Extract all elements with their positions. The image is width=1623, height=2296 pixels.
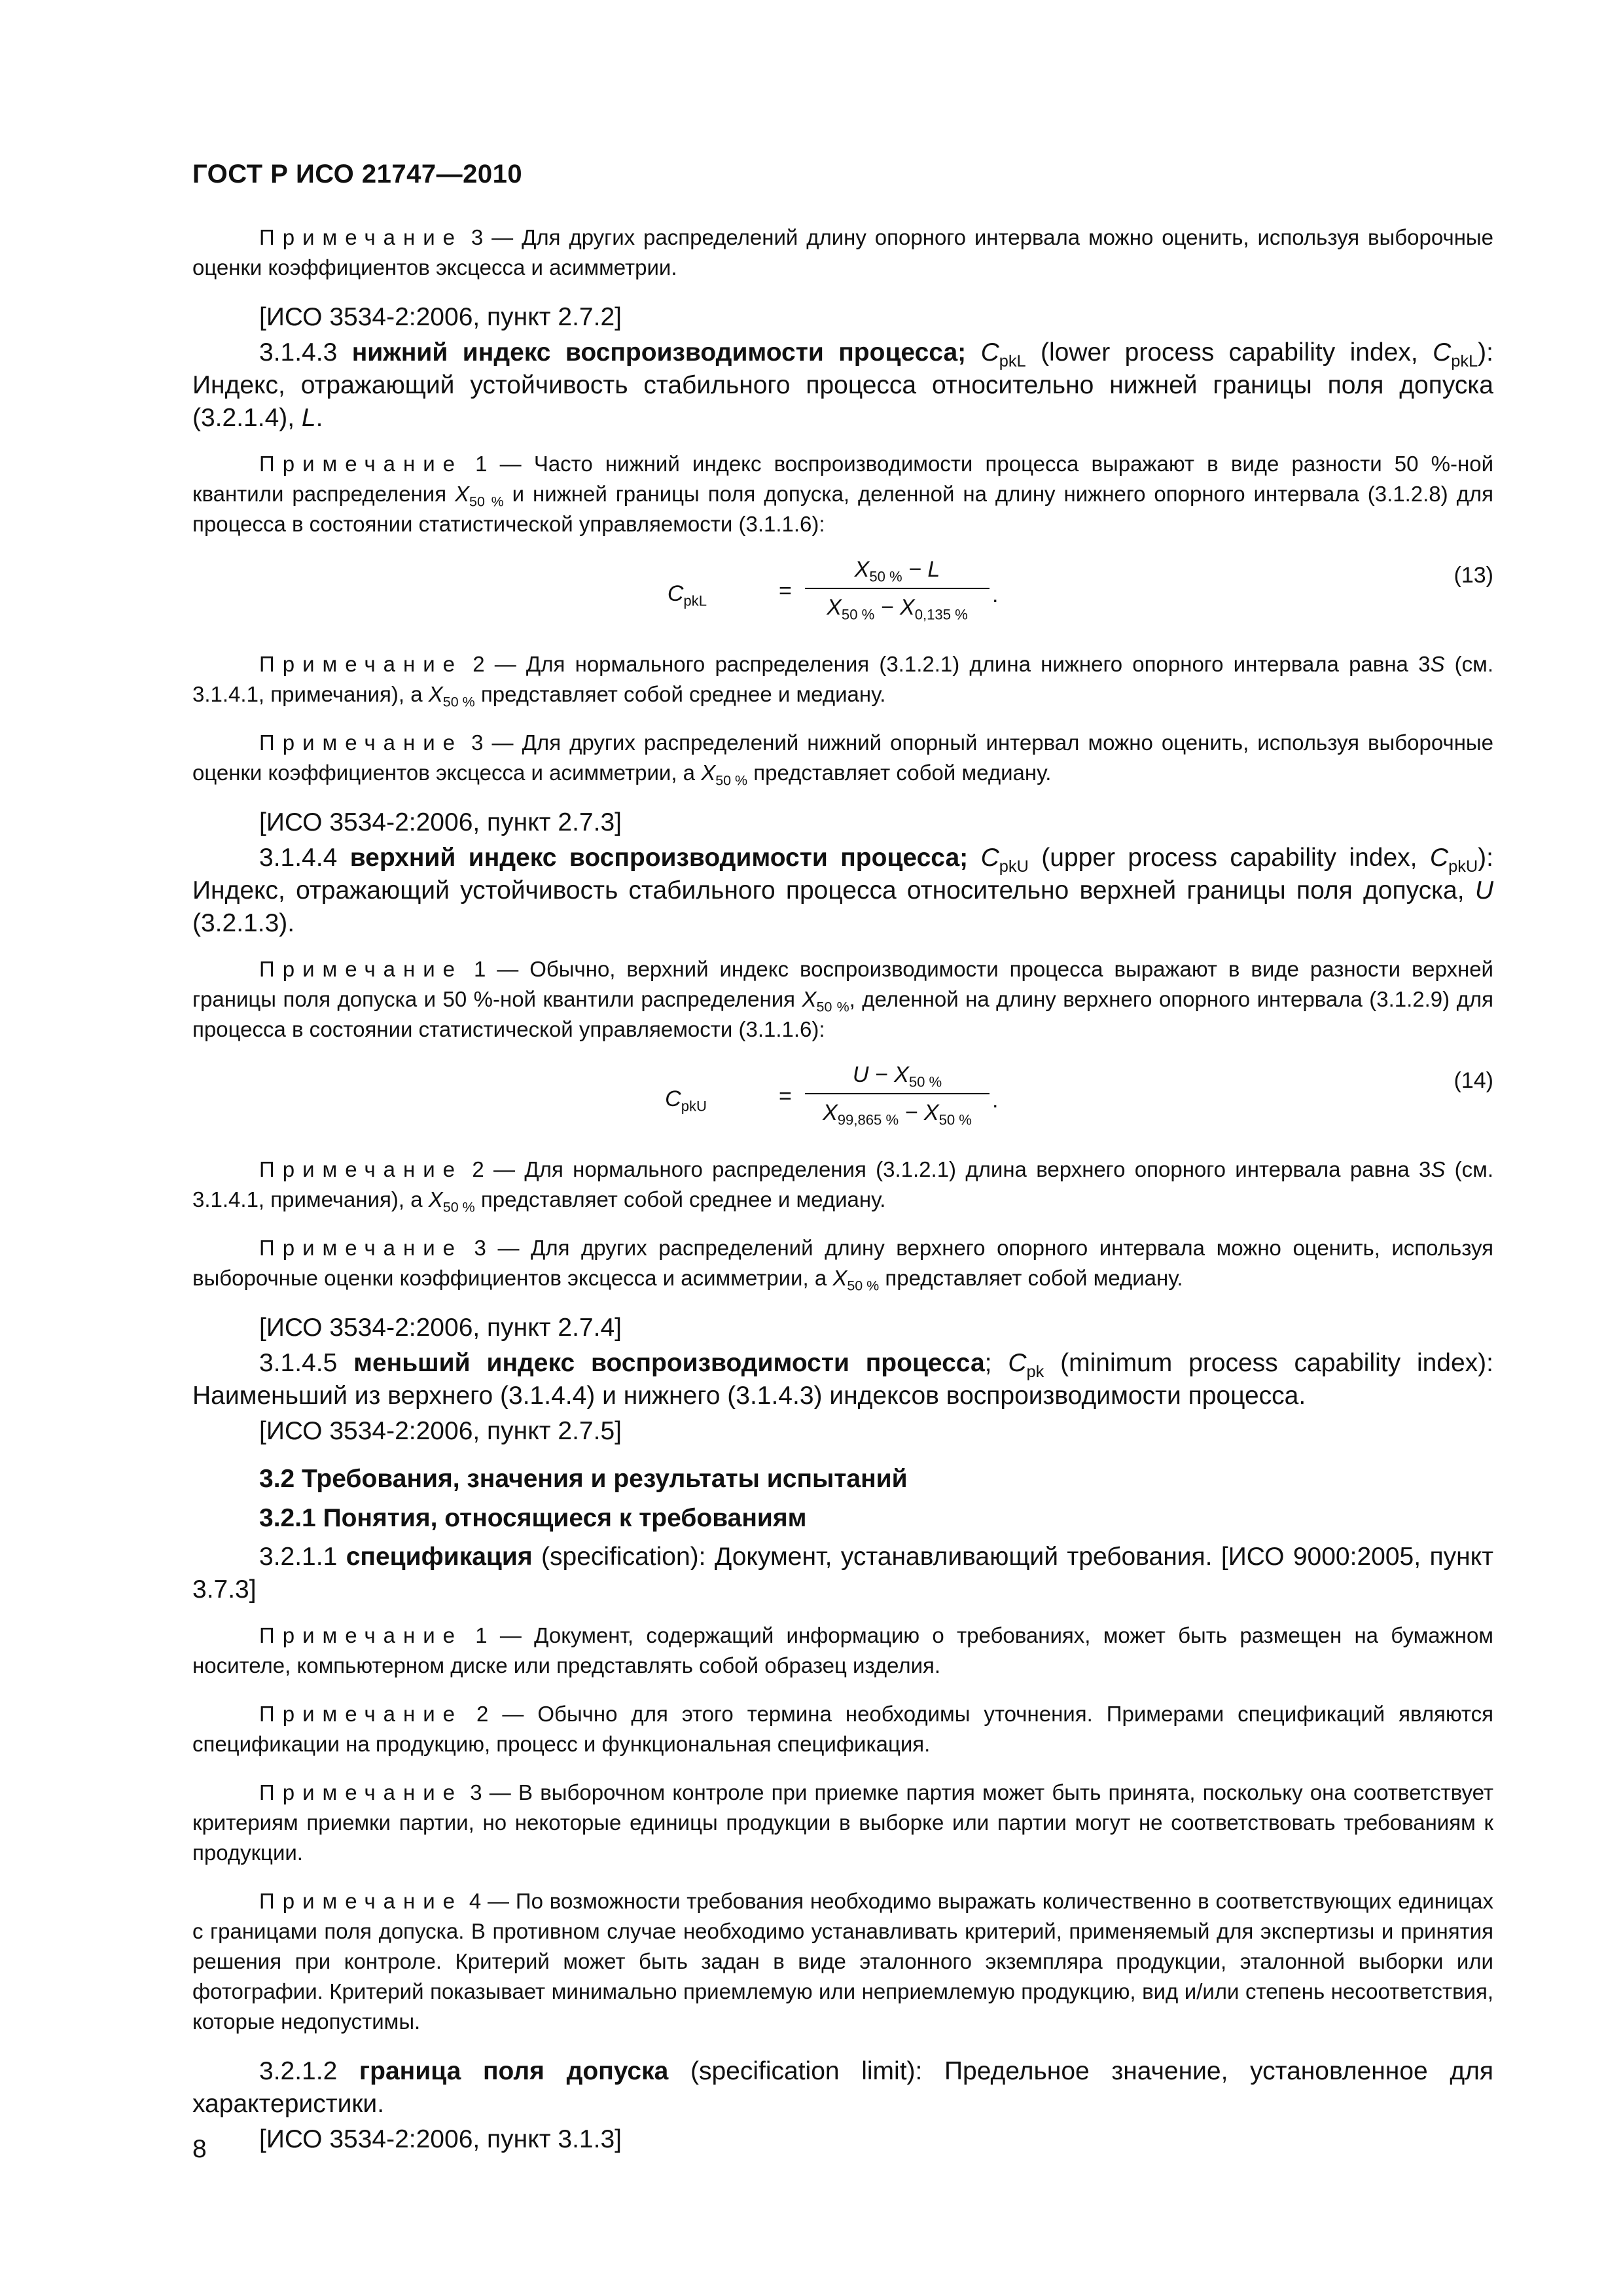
term-definition-3143: 3.1.4.3 нижний индекс воспроизводимости процесса; $C_{pkL}$ (lower process capability index, $C_{pkL}$): Индекс, отражающий устойчивость стабильного процесса относительно нижней границы поля допуска (3.2.1.4), L. (192, 338, 1493, 432)
note-paragraph: Примечание 3 — Для других распределений нижний опорный интервал можно оценить, используя выборочные оценки коэффициентов эксцесса и асимметрии, а $X_{50 \%}$ представляет собой медиану. (192, 730, 1493, 789)
term: меньший индекс воспроизводимости процесса (353, 1349, 985, 1377)
equation-number: (14) (1454, 1068, 1493, 1093)
reference: [ИСО 3534-2:2006, пункт 2.7.3] (259, 808, 622, 836)
subsection-heading: 3.2.1 Понятия, относящиеся к требованиям (259, 1504, 807, 1532)
term: верхний индекс воспроизводимости процесса; (349, 844, 969, 872)
reference: [ИСО 3534-2:2006, пункт 2.7.5] (259, 1417, 622, 1445)
note-paragraph: Примечание 1 — Часто нижний индекс воспроизводимости процесса выражают в виде разности 50 %-ной квантили распределения $X_{50 \%}$ и нижней границы поля допуска, деленной на длину нижнего опорного интервала (3.1.2.8) для процесса в состоянии статистической управляемости (3.1.1.6): (192, 452, 1493, 536)
page-content (192, 223, 1493, 2159)
numerator: $X_{50 \%} - L$ (854, 557, 940, 585)
note-label: Примечание (259, 652, 463, 676)
note-paragraph: Примечание 2 — Обычно для этого термина необходимы уточнения. Примерами спецификаций являются спецификации на продукцию, процесс и функциональная спецификация. (192, 1702, 1493, 1756)
note-label: Примечание (259, 957, 463, 981)
note-label: Примечание (259, 225, 463, 249)
term: граница поля допуска (359, 2057, 669, 2085)
note-paragraph: Примечание 3 — В выборочном контроле при приемке партия может быть принята, поскольку она соответствует критериям приемки партии, но некоторые единицы продукции в выборке или партии могут не соответствовать требованиям к продукции. (192, 1780, 1493, 1865)
formula-14: $C_{pkU}$ = $U - X_{50 \%}$ $X_{99,865 \%} - X_{50 \%}$ . (14) (192, 1056, 1493, 1141)
note-label: Примечание (259, 730, 463, 755)
note-label: Примечание (259, 1157, 463, 1181)
section-heading: 3.2 Требования, значения и результаты испытаний (259, 1465, 908, 1493)
term-definition-3145: 3.1.4.5 меньший индекс воспроизводимости процесса; $C_{pk}$ (minimum process capability index): Наименьший из верхнего (3.1.4.4) и нижнего (3.1.4.3) индексов воспроизводимости процесса. (192, 1349, 1494, 1410)
note-paragraph: Примечание 3 — Для других распределений длину верхнего опорного интервала можно оценить, используя выборочные оценки коэффициентов эксцесса и асимметрии, а $X_{50 \%}$ представляет собой медиану. (192, 1236, 1493, 1294)
equation-number: (13) (1454, 563, 1493, 588)
formula-13: $C_{pkL}$ = $X_{50 \%} - L$ $X_{50 \%} - X_{0,135 \%}$ . (13) (192, 551, 1493, 636)
standard-header: ГОСТ Р ИСО 21747—2010 (192, 160, 523, 188)
note-label: Примечание (259, 1236, 463, 1260)
term-definition-3211: 3.2.1.1 спецификация (specification): Документ, устанавливающий требования. [ИСО 9000:2005, пункт 3.7.3] (192, 1543, 1493, 1604)
note-paragraph: Примечание 2 — Для нормального распределения (3.1.2.1) длина нижнего опорного интервала равна 3S (см. 3.1.4.1, примечания), а $X_{50 \%}$ представляет собой среднее и медиану. (192, 652, 1493, 710)
numerator: $U - X_{50 \%}$ (852, 1062, 942, 1090)
note-paragraph: Примечание 2 — Для нормального распределения (3.1.2.1) длина верхнего опорного интервала равна 3S (см. 3.1.4.1, примечания), а $X_{50 \%}$ представляет собой среднее и медиану. (192, 1157, 1494, 1215)
note-label: Примечание (259, 1889, 463, 1913)
note-label: Примечание (259, 452, 463, 476)
term: спецификация (346, 1543, 533, 1571)
note-paragraph: Примечание 1 — Документ, содержащий информацию о требованиях, может быть размещен на бумажном носителе, компьютерном диске или представлять собой образец изделия. (192, 1623, 1493, 1677)
fraction (801, 1056, 993, 1131)
fraction (801, 551, 993, 626)
formula-lhs: $C_{pkU}$ (665, 1086, 707, 1115)
reference: [ИСО 3534-2:2006, пункт 3.1.3] (259, 2125, 622, 2153)
note-paragraph: Примечание 3 — Для других распределений длину опорного интервала можно оценить, используя выборочные оценки коэффициентов эксцесса и асимметрии. (192, 225, 1493, 279)
term: нижний индекс воспроизводимости процесса; (351, 338, 967, 367)
formula-lhs: $C_{pkL}$ (667, 581, 707, 609)
denominator: $X_{50 \%} - X_{0,135 \%}$ (827, 595, 968, 623)
reference: [ИСО 3534-2:2006, пункт 2.7.2] (259, 303, 622, 331)
note-label: Примечание (259, 1780, 463, 1804)
reference: [ИСО 3534-2:2006, пункт 2.7.4] (259, 1314, 622, 1342)
term-definition-3212: 3.2.1.2 граница поля допуска (specification limit): Предельное значение, установленное для характеристики. (192, 2057, 1493, 2118)
note-paragraph: Примечание 4 — По возможности требования необходимо выражать количественно в соответствующих единицах с границами поля допуска. В противном случае необходимо устанавливать критерий, применяемый для экспертизы и принятия решения при контроле. Критерий может быть задан в виде эталонного экземпляра продукции, эталонной выборки или фотографии. Критерий показывает минимально приемлемую или неприемлемую продукцию, вид и/или степень несоответствия, которые недопустимы. (192, 1889, 1493, 2034)
note-paragraph: Примечание 1 — Обычно, верхний индекс воспроизводимости процесса выражают в виде разности верхней границы поля допуска и 50 %-ной квантили распределения $X_{50 \%}$, деленной на длину верхнего опорного интервала (3.1.2.9) для процесса в состоянии статистической управляемости (3.1.1.6): (192, 957, 1493, 1041)
term-definition-3144: 3.1.4.4 верхний индекс воспроизводимости процесса; $C_{pkU}$ (upper process capability index, $C_{pkU}$): Индекс, отражающий устойчивость стабильного процесса относительно верхней границы поля допуска, U (3.2.1.3). (192, 844, 1493, 937)
denominator: $X_{99,865 \%} - X_{50 \%}$ (823, 1100, 972, 1128)
note-label: Примечание (259, 1623, 463, 1647)
note-label: Примечание (259, 1702, 463, 1726)
page-number: 8 (192, 2135, 207, 2163)
